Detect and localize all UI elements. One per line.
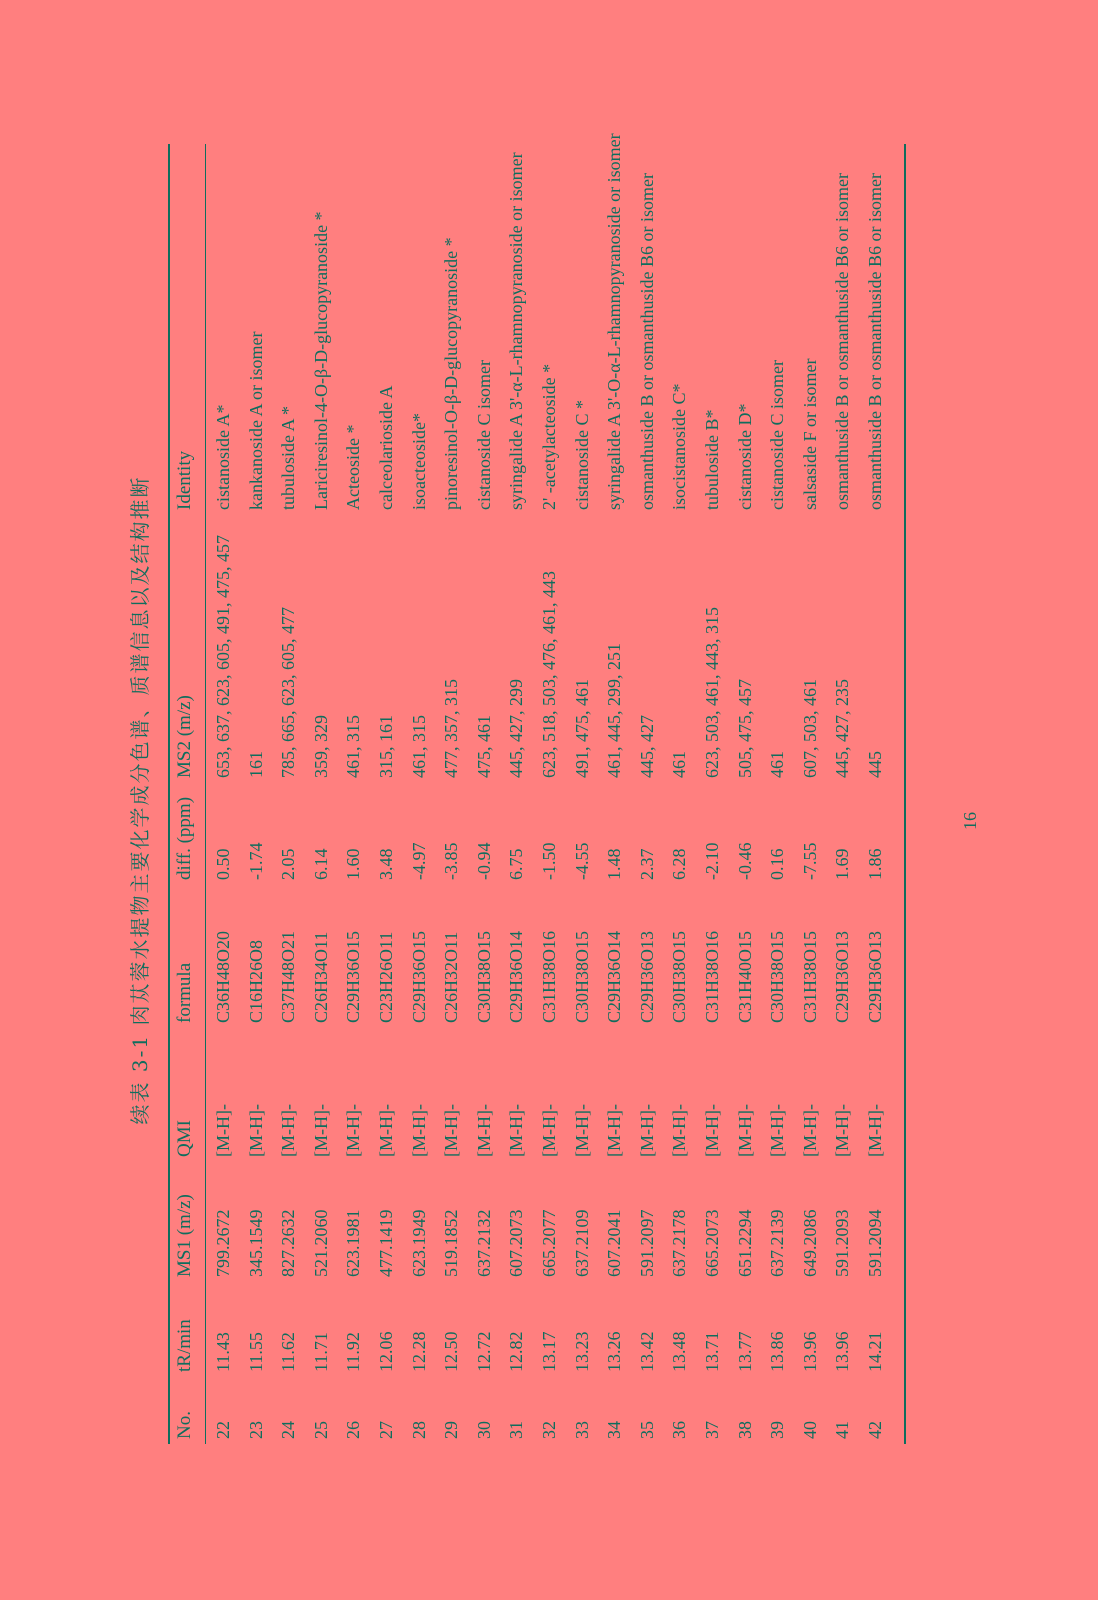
cell-diff: -3.85 [441, 842, 462, 880]
cell-formula: C29H36O15 [343, 930, 364, 1023]
cell-ms1: 665.2077 [539, 1209, 559, 1277]
header-diff: diff. (ppm) [174, 796, 195, 880]
cell-ms1: 649.2086 [799, 1209, 820, 1277]
cell-qmi: [M-H]- [832, 1104, 853, 1157]
cell-identity: syringalide A 3'-α-L-rhamnopyranoside or isomer [506, 152, 527, 510]
cell-diff: 6.28 [669, 848, 690, 880]
cell-ms2: 477, 357, 315 [441, 679, 462, 778]
cell-no: 35 [636, 1421, 657, 1439]
cell-diff: -7.55 [799, 842, 820, 880]
cell-diff: 0.16 [767, 848, 788, 880]
cell-qmi: [M-H]- [343, 1104, 364, 1157]
cell-identity: 2' -acetylacteoside * [539, 363, 559, 510]
cell-tr: 11.43 [213, 1332, 233, 1372]
cell-ms1: 665.2073 [702, 1209, 722, 1277]
cell-qmi: [M-H]- [441, 1104, 462, 1157]
cell-no: 32 [539, 1421, 559, 1439]
cell-formula: C26H32O11 [441, 931, 462, 1023]
cell-formula: C30H38O15 [473, 930, 494, 1023]
table-row [440, 0, 472, 1600]
cell-ms1: 637.2139 [767, 1209, 788, 1277]
cell-ms2: 653, 637, 623, 605, 491, 475, 457 [213, 535, 233, 778]
cell-ms2: 359, 329 [310, 715, 331, 778]
cell-formula: C29H36O14 [506, 930, 527, 1023]
cell-formula: C31H38O16 [702, 930, 722, 1023]
table-row [342, 0, 374, 1600]
cell-identity: cistanoside C isomer [767, 360, 788, 510]
cell-ms2: 461 [767, 751, 788, 778]
table-header-rule [205, 144, 206, 1444]
cell-tr: 11.71 [310, 1332, 331, 1372]
cell-identity: cistanoside C * [571, 400, 592, 510]
cell-diff: 1.69 [832, 848, 853, 880]
cell-qmi: [M-H]- [571, 1104, 592, 1157]
cell-tr: 13.26 [604, 1331, 625, 1372]
cell-ms2: 475, 461 [473, 715, 494, 778]
cell-qmi: [M-H]- [734, 1104, 755, 1157]
cell-ms1: 477.1419 [376, 1209, 396, 1277]
cell-no: 26 [343, 1421, 364, 1439]
cell-no: 24 [278, 1421, 299, 1439]
cell-tr: 12.28 [408, 1331, 429, 1372]
cell-identity: osmanthuside B or osmanthuside B6 or isomer [865, 173, 885, 510]
cell-diff: -0.94 [473, 842, 494, 880]
cell-identity: salsaside F or isomer [799, 358, 820, 510]
cell-qmi: [M-H]- [506, 1104, 527, 1157]
table-row [277, 0, 309, 1600]
cell-qmi: [M-H]- [473, 1104, 494, 1157]
cell-ms2: 161 [245, 751, 266, 778]
cell-qmi: [M-H]- [865, 1104, 885, 1157]
table-row [473, 0, 505, 1600]
cell-ms1: 637.2178 [669, 1209, 690, 1277]
cell-no: 41 [832, 1421, 853, 1439]
cell-formula: C23H26O11 [376, 931, 396, 1023]
cell-no: 39 [767, 1421, 788, 1439]
cell-formula: C26H34O11 [310, 931, 331, 1023]
table-row [538, 0, 570, 1600]
cell-ms2: 505, 475, 457 [734, 679, 755, 778]
cell-tr: 13.17 [539, 1331, 559, 1372]
cell-no: 22 [213, 1421, 233, 1439]
cell-identity: isoacteoside* [408, 413, 429, 510]
header-tr: tR/min [174, 1319, 195, 1372]
cell-tr: 11.62 [278, 1332, 299, 1372]
cell-identity: calceolarioside A [376, 385, 396, 510]
cell-no: 25 [310, 1421, 331, 1439]
cell-qmi: [M-H]- [278, 1104, 299, 1157]
cell-tr: 11.55 [245, 1332, 266, 1372]
table-row [408, 0, 440, 1600]
cell-identity: syringalide A 3'-O-α-L-rhamnopyranoside or isomer [604, 133, 625, 510]
cell-ms1: 623.1981 [343, 1209, 364, 1277]
table-row [701, 0, 733, 1600]
cell-no: 36 [669, 1421, 690, 1439]
cell-identity: cistanoside A* [213, 404, 233, 510]
cell-qmi: [M-H]- [539, 1104, 559, 1157]
cell-ms1: 519.1852 [441, 1209, 462, 1277]
table-row [864, 0, 896, 1600]
cell-tr: 13.71 [702, 1331, 722, 1372]
cell-ms1: 607.2073 [506, 1209, 527, 1277]
cell-diff: 6.75 [506, 848, 527, 880]
cell-tr: 13.48 [669, 1331, 690, 1372]
cell-qmi: [M-H]- [245, 1104, 266, 1157]
header-ms1: MS1 (m/z) [174, 1194, 195, 1277]
cell-formula: C29H36O14 [604, 930, 625, 1023]
cell-tr: 13.77 [734, 1331, 755, 1372]
cell-no: 27 [376, 1421, 396, 1439]
table-row [831, 0, 863, 1600]
cell-ms1: 345.1549 [245, 1209, 266, 1277]
cell-diff: 1.86 [865, 848, 885, 880]
cell-identity: isocistanoside C* [669, 383, 690, 510]
cell-ms2: 445, 427 [636, 715, 657, 778]
cell-qmi: [M-H]- [310, 1104, 331, 1157]
cell-qmi: [M-H]- [799, 1104, 820, 1157]
cell-no: 38 [734, 1421, 755, 1439]
cell-diff: 1.48 [604, 848, 625, 880]
table-bottom-rule [904, 144, 906, 1444]
cell-formula: C36H48O20 [213, 930, 233, 1023]
cell-diff: 6.14 [310, 848, 331, 880]
header-ms2: MS2 (m/z) [174, 695, 195, 778]
cell-ms2: 623, 518, 503, 476, 461, 443 [539, 571, 559, 778]
cell-ms2: 461 [669, 751, 690, 778]
cell-tr: 13.86 [767, 1331, 788, 1372]
cell-formula: C29H36O13 [636, 930, 657, 1023]
cell-ms2: 445, 427, 235 [832, 679, 853, 778]
cell-diff: -2.10 [702, 842, 722, 880]
cell-diff: 0.50 [213, 848, 233, 880]
cell-identity: Acteoside * [343, 424, 364, 510]
cell-ms2: 785, 665, 623, 605, 477 [278, 607, 299, 778]
table-row [603, 0, 635, 1600]
cell-ms2: 445, 427, 299 [506, 679, 527, 778]
cell-ms1: 591.2094 [865, 1209, 885, 1277]
cell-qmi: [M-H]- [213, 1104, 233, 1157]
cell-tr: 12.82 [506, 1331, 527, 1372]
cell-ms1: 623.1949 [408, 1209, 429, 1277]
cell-tr: 11.92 [343, 1332, 364, 1372]
cell-ms1: 637.2132 [473, 1209, 494, 1277]
cell-no: 40 [799, 1421, 820, 1439]
cell-diff: 2.37 [636, 848, 657, 880]
cell-qmi: [M-H]- [669, 1104, 690, 1157]
cell-ms1: 607.2041 [604, 1209, 625, 1277]
cell-no: 30 [473, 1421, 494, 1439]
table-row [766, 0, 798, 1600]
cell-tr: 13.42 [636, 1331, 657, 1372]
cell-diff: 3.48 [376, 848, 396, 880]
cell-tr: 12.50 [441, 1331, 462, 1372]
cell-identity: tubuloside A * [278, 405, 299, 510]
table-row [636, 0, 668, 1600]
cell-no: 23 [245, 1421, 266, 1439]
cell-formula: C30H38O15 [669, 930, 690, 1023]
cell-identity: cistanoside D* [734, 403, 755, 510]
cell-qmi: [M-H]- [376, 1104, 396, 1157]
cell-diff: -4.55 [571, 842, 592, 880]
cell-identity: osmanthuside B or osmanthuside B6 or isomer [832, 173, 853, 510]
cell-formula: C29H36O15 [408, 930, 429, 1023]
cell-diff: -4.97 [408, 842, 429, 880]
table-row [310, 0, 342, 1600]
cell-no: 33 [571, 1421, 592, 1439]
table-top-rule [168, 144, 170, 1444]
cell-identity: Lariciresinol-4-O-β-D-glucopyranoside * [310, 211, 331, 510]
table-row [212, 0, 244, 1600]
cell-formula: C30H38O15 [767, 930, 788, 1023]
cell-formula: C16H26O8 [245, 939, 266, 1023]
cell-formula: C31H38O16 [539, 930, 559, 1023]
cell-tr: 12.06 [376, 1331, 396, 1372]
cell-ms1: 827.2632 [278, 1209, 299, 1277]
cell-formula: C30H38O15 [571, 930, 592, 1023]
cell-tr: 12.72 [473, 1331, 494, 1372]
cell-ms1: 591.2093 [832, 1209, 853, 1277]
cell-qmi: [M-H]- [636, 1104, 657, 1157]
cell-ms2: 461, 315 [343, 715, 364, 778]
cell-ms1: 799.2672 [213, 1209, 233, 1277]
cell-no: 37 [702, 1421, 722, 1439]
cell-ms2: 607, 503, 461 [799, 679, 820, 778]
cell-ms2: 445 [865, 751, 885, 778]
cell-qmi: [M-H]- [702, 1104, 722, 1157]
cell-identity: cistanoside C isomer [473, 360, 494, 510]
table-row [734, 0, 766, 1600]
table-row [245, 0, 277, 1600]
cell-ms2: 491, 475, 461 [571, 679, 592, 778]
cell-tr: 14.21 [865, 1331, 885, 1372]
cell-no: 29 [441, 1421, 462, 1439]
cell-ms1: 591.2097 [636, 1209, 657, 1277]
table-row [571, 0, 603, 1600]
cell-no: 31 [506, 1421, 527, 1439]
cell-identity: kankanoside A or isomer [245, 331, 266, 510]
table-caption: 续表 3-1 肉苁蓉水提物主要化学成分色谱、质谱信息以及结构推断 [128, 475, 152, 1125]
cell-ms2: 461, 315 [408, 715, 429, 778]
page-number: 16 [960, 812, 980, 830]
cell-no: 42 [865, 1421, 885, 1439]
table-row [505, 0, 537, 1600]
cell-diff: 1.60 [343, 848, 364, 880]
cell-qmi: [M-H]- [408, 1104, 429, 1157]
header-qmi: QMI [174, 1120, 195, 1157]
table-row [375, 0, 407, 1600]
cell-diff: -0.46 [734, 842, 755, 880]
cell-formula: C31H40O15 [734, 930, 755, 1023]
table-row [799, 0, 831, 1600]
cell-diff: 2.05 [278, 848, 299, 880]
table-row [668, 0, 700, 1600]
cell-qmi: [M-H]- [604, 1104, 625, 1157]
cell-formula: C31H38O15 [799, 930, 820, 1023]
cell-tr: 13.96 [832, 1331, 853, 1372]
cell-identity: pinoresinol-O-β-D-glucopyranoside * [441, 237, 462, 510]
cell-formula: C29H36O13 [832, 930, 853, 1023]
cell-ms2: 315, 161 [376, 715, 396, 778]
cell-ms2: 623, 503, 461, 443, 315 [702, 607, 722, 778]
cell-diff: -1.50 [539, 842, 559, 880]
cell-tr: 13.96 [799, 1331, 820, 1372]
cell-ms1: 651.2294 [734, 1209, 755, 1277]
cell-no: 28 [408, 1421, 429, 1439]
cell-ms2: 461, 445, 299, 251 [604, 643, 625, 778]
cell-formula: C37H48O21 [278, 930, 299, 1023]
cell-formula: C29H36O13 [865, 930, 885, 1023]
cell-identity: tubuloside B* [702, 409, 722, 510]
cell-ms1: 521.2060 [310, 1209, 331, 1277]
header-no: No. [174, 1411, 195, 1439]
cell-tr: 13.23 [571, 1331, 592, 1372]
cell-qmi: [M-H]- [767, 1104, 788, 1157]
cell-identity: osmanthuside B or osmanthuside B6 or isomer [636, 173, 657, 510]
cell-ms1: 637.2109 [571, 1209, 592, 1277]
cell-diff: -1.74 [245, 842, 266, 880]
header-formula: formula [174, 962, 195, 1023]
header-identity: Identity [174, 450, 195, 510]
cell-no: 34 [604, 1421, 625, 1439]
